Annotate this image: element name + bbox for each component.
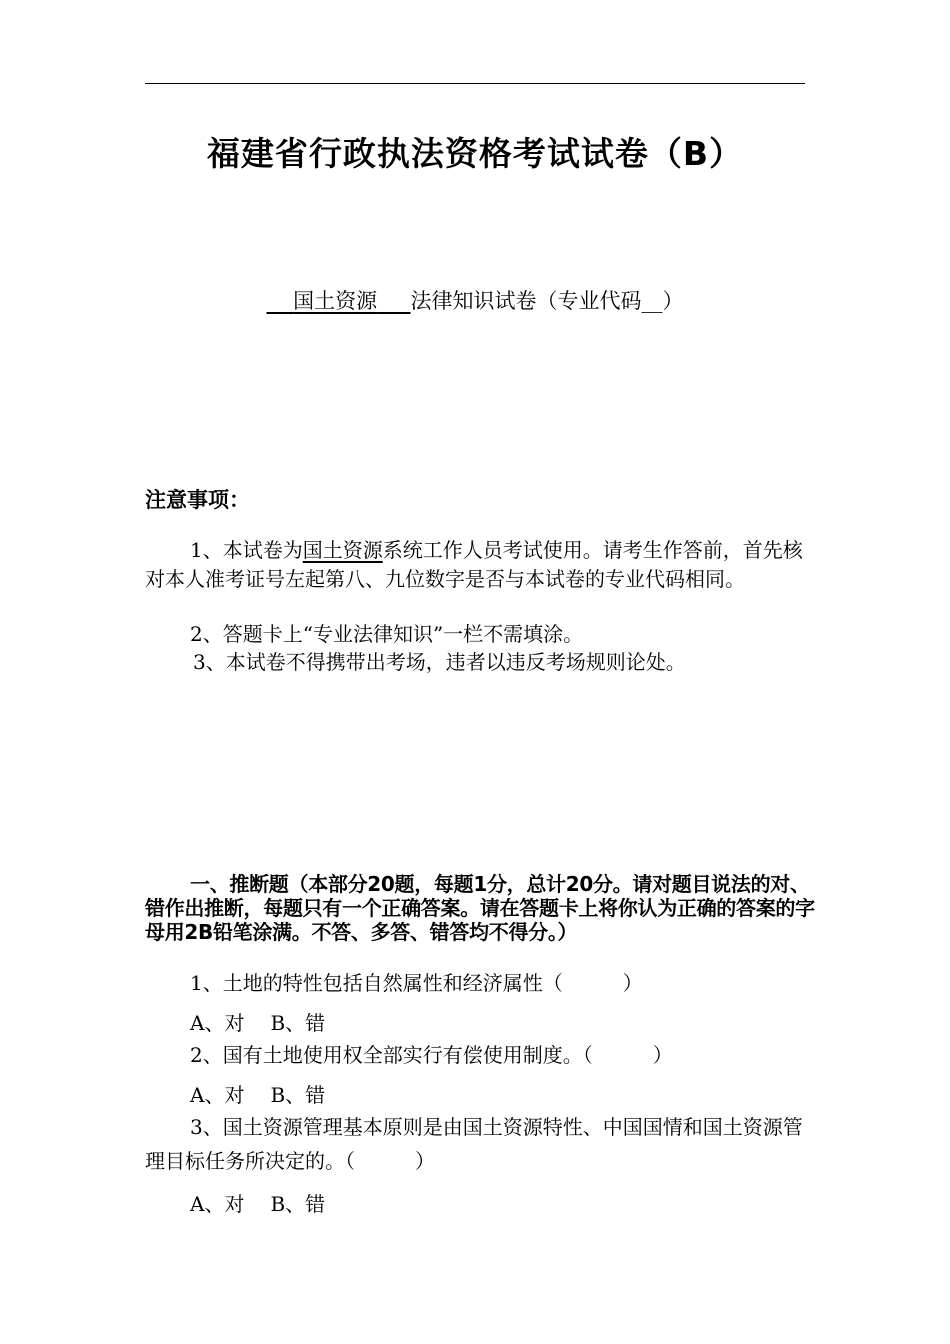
question-1: 1、土地的特性包括自然属性和经济属性（ ）	[190, 971, 643, 995]
notice-item-3: 3、本试卷不得携带出考场，违者以违反考场规则论处。	[193, 650, 686, 674]
exam-subtitle	[0, 285, 950, 315]
option-a: A、对	[190, 1011, 245, 1035]
section-1-heading: 一、推断题（本部分20题，每题1分，总计20分。请对题目说法的对、错作出推断，每题只有一个正确答案。请在答题卡上将你认为正确的答案的字母用2B铅笔涂满。不答、多答、错答均不得分。）	[145, 872, 815, 944]
question-2: 2、国有土地使用权全部实行有偿使用制度。（ ）	[190, 1043, 673, 1067]
option-b: B、错	[270, 1011, 326, 1035]
notice-heading: 注意事项：	[145, 488, 250, 512]
question-3-options	[190, 1188, 325, 1217]
subtitle-text: 法律知识试卷（专业代码	[410, 289, 642, 313]
notice-item-1-prefix: 1、本试卷为	[190, 538, 303, 562]
page-title: 福建省行政执法资格考试试卷（B）	[206, 134, 744, 173]
notice-item-1-system: 国土资源	[302, 538, 383, 562]
option-a: A、对	[190, 1083, 245, 1107]
notice-item-1-rest: 系统工作人员考试使用。请考生作答前，首先核对本人准考证号左起第八、九位数字是否与本试卷的专业代码相同。	[145, 538, 803, 591]
subject-name: 国土资源	[293, 289, 378, 313]
option-b: B、错	[270, 1083, 326, 1107]
option-b: B、错	[270, 1192, 326, 1216]
option-a: A、对	[190, 1192, 245, 1216]
notice-item-2: 2、答题卡上“专业法律知识”一栏不需填涂。	[190, 622, 584, 646]
top-rule	[145, 83, 805, 84]
notice-item-1	[145, 536, 805, 594]
question-1-options	[190, 1007, 325, 1036]
question-2-options	[190, 1079, 325, 1108]
subtitle-close: ）	[662, 289, 684, 313]
code-blank: __	[641, 289, 663, 313]
subject-field	[266, 289, 410, 313]
question-3: 3、国土资源管理基本原则是由国土资源特性、中国国情和国土资源管理目标任务所决定的。（ ）	[145, 1115, 803, 1173]
